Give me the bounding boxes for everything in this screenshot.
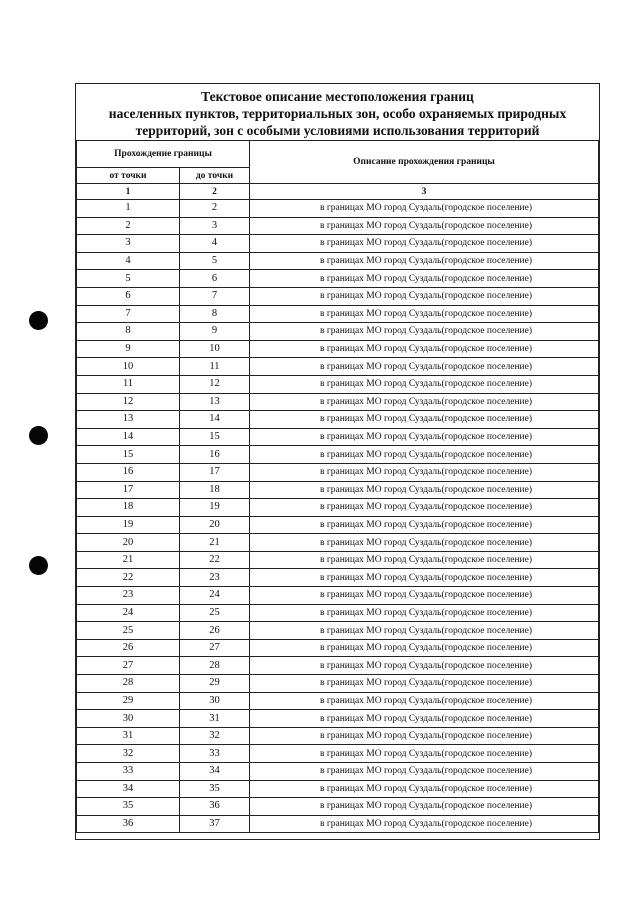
from-point-cell: 1 xyxy=(77,200,180,218)
from-point-cell: 18 xyxy=(77,499,180,517)
description-cell: в границах МО город Суздаль(городское поселение) xyxy=(250,463,599,481)
header-boundary-passage: Прохождение границы xyxy=(77,141,250,168)
table-row xyxy=(77,657,599,675)
to-point-cell: 30 xyxy=(180,692,250,710)
to-point-cell: 19 xyxy=(180,499,250,517)
description-cell: в границах МО город Суздаль(городское поселение) xyxy=(250,798,599,816)
from-point-cell: 31 xyxy=(77,727,180,745)
table-row xyxy=(77,710,599,728)
description-cell: в границах МО город Суздаль(городское поселение) xyxy=(250,516,599,534)
table-row xyxy=(77,604,599,622)
to-point-cell: 25 xyxy=(180,604,250,622)
table-row xyxy=(77,675,599,693)
from-point-cell: 9 xyxy=(77,340,180,358)
to-point-cell: 33 xyxy=(180,745,250,763)
description-cell: в границах МО город Суздаль(городское поселение) xyxy=(250,622,599,640)
description-cell: в границах МО город Суздаль(городское поселение) xyxy=(250,481,599,499)
table-row xyxy=(77,763,599,781)
description-cell: в границах МО город Суздаль(городское поселение) xyxy=(250,815,599,833)
description-cell: в границах МО город Суздаль(городское поселение) xyxy=(250,235,599,253)
to-point-cell: 37 xyxy=(180,815,250,833)
to-point-cell: 12 xyxy=(180,375,250,393)
table-row xyxy=(77,499,599,517)
punch-hole-2 xyxy=(29,426,48,445)
description-cell: в границах МО город Суздаль(городское поселение) xyxy=(250,763,599,781)
from-point-cell: 2 xyxy=(77,217,180,235)
description-cell: в границах МО город Суздаль(городское поселение) xyxy=(250,657,599,675)
to-point-cell: 4 xyxy=(180,235,250,253)
punch-hole-3 xyxy=(29,556,48,575)
title-line-2: населенных пунктов, территориальных зон, особо охраняемых природных xyxy=(108,106,567,121)
from-point-cell: 30 xyxy=(77,710,180,728)
table-row xyxy=(77,340,599,358)
table-row xyxy=(77,358,599,376)
from-point-cell: 22 xyxy=(77,569,180,587)
table-body xyxy=(77,200,599,833)
from-point-cell: 21 xyxy=(77,551,180,569)
title-line-1: Текстовое описание местоположения границ xyxy=(201,89,474,104)
from-point-cell: 4 xyxy=(77,252,180,270)
description-cell: в границах МО город Суздаль(городское поселение) xyxy=(250,340,599,358)
to-point-cell: 36 xyxy=(180,798,250,816)
document-title xyxy=(76,84,599,140)
to-point-cell: 13 xyxy=(180,393,250,411)
to-point-cell: 26 xyxy=(180,622,250,640)
description-cell: в границах МО город Суздаль(городское поселение) xyxy=(250,710,599,728)
from-point-cell: 12 xyxy=(77,393,180,411)
to-point-cell: 9 xyxy=(180,323,250,341)
table-row xyxy=(77,217,599,235)
from-point-cell: 15 xyxy=(77,446,180,464)
to-point-cell: 8 xyxy=(180,305,250,323)
from-point-cell: 33 xyxy=(77,763,180,781)
from-point-cell: 6 xyxy=(77,287,180,305)
from-point-cell: 24 xyxy=(77,604,180,622)
table-row xyxy=(77,798,599,816)
to-point-cell: 2 xyxy=(180,200,250,218)
description-cell: в границах МО город Суздаль(городское поселение) xyxy=(250,323,599,341)
to-point-cell: 29 xyxy=(180,675,250,693)
from-point-cell: 13 xyxy=(77,411,180,429)
description-cell: в границах МО город Суздаль(городское поселение) xyxy=(250,727,599,745)
to-point-cell: 5 xyxy=(180,252,250,270)
table-row xyxy=(77,287,599,305)
table-row xyxy=(77,587,599,605)
to-point-cell: 32 xyxy=(180,727,250,745)
from-point-cell: 32 xyxy=(77,745,180,763)
description-cell: в границах МО город Суздаль(городское поселение) xyxy=(250,411,599,429)
to-point-cell: 14 xyxy=(180,411,250,429)
table-row xyxy=(77,393,599,411)
table-row xyxy=(77,411,599,429)
from-point-cell: 26 xyxy=(77,639,180,657)
column-number-2: 2 xyxy=(180,184,250,200)
description-cell: в границах МО город Суздаль(городское поселение) xyxy=(250,358,599,376)
description-cell: в границах МО город Суздаль(городское поселение) xyxy=(250,446,599,464)
title-line-3: территорий, зон с особыми условиями использования территорий xyxy=(135,123,540,138)
from-point-cell: 25 xyxy=(77,622,180,640)
from-point-cell: 19 xyxy=(77,516,180,534)
description-cell: в границах МО город Суздаль(городское поселение) xyxy=(250,270,599,288)
description-cell: в границах МО город Суздаль(городское поселение) xyxy=(250,551,599,569)
description-cell: в границах МО город Суздаль(городское поселение) xyxy=(250,305,599,323)
table-row xyxy=(77,428,599,446)
description-cell: в границах МО город Суздаль(городское поселение) xyxy=(250,287,599,305)
to-point-cell: 17 xyxy=(180,463,250,481)
to-point-cell: 28 xyxy=(180,657,250,675)
from-point-cell: 36 xyxy=(77,815,180,833)
to-point-cell: 31 xyxy=(180,710,250,728)
description-cell: в границах МО город Суздаль(городское поселение) xyxy=(250,569,599,587)
description-cell: в границах МО город Суздаль(городское поселение) xyxy=(250,604,599,622)
document-frame xyxy=(75,83,600,840)
from-point-cell: 27 xyxy=(77,657,180,675)
to-point-cell: 35 xyxy=(180,780,250,798)
to-point-cell: 6 xyxy=(180,270,250,288)
table-row xyxy=(77,481,599,499)
table-row xyxy=(77,252,599,270)
description-cell: в границах МО город Суздаль(городское поселение) xyxy=(250,639,599,657)
from-point-cell: 23 xyxy=(77,587,180,605)
table-row xyxy=(77,745,599,763)
from-point-cell: 20 xyxy=(77,534,180,552)
table-row xyxy=(77,200,599,218)
to-point-cell: 22 xyxy=(180,551,250,569)
to-point-cell: 18 xyxy=(180,481,250,499)
to-point-cell: 23 xyxy=(180,569,250,587)
description-cell: в границах МО город Суздаль(городское поселение) xyxy=(250,200,599,218)
table-row xyxy=(77,463,599,481)
column-number-3: 3 xyxy=(250,184,599,200)
from-point-cell: 11 xyxy=(77,375,180,393)
header-to-point: до точки xyxy=(180,168,250,184)
to-point-cell: 34 xyxy=(180,763,250,781)
header-boundary-description: Описание прохождения границы xyxy=(250,141,599,184)
table-row xyxy=(77,569,599,587)
from-point-cell: 3 xyxy=(77,235,180,253)
from-point-cell: 29 xyxy=(77,692,180,710)
table-row xyxy=(77,692,599,710)
from-point-cell: 35 xyxy=(77,798,180,816)
from-point-cell: 17 xyxy=(77,481,180,499)
description-cell: в границах МО город Суздаль(городское поселение) xyxy=(250,780,599,798)
from-point-cell: 8 xyxy=(77,323,180,341)
punch-hole-1 xyxy=(29,311,48,330)
to-point-cell: 11 xyxy=(180,358,250,376)
description-cell: в границах МО город Суздаль(городское поселение) xyxy=(250,252,599,270)
to-point-cell: 3 xyxy=(180,217,250,235)
table-row xyxy=(77,235,599,253)
table-row xyxy=(77,551,599,569)
description-cell: в границах МО город Суздаль(городское поселение) xyxy=(250,393,599,411)
description-cell: в границах МО город Суздаль(городское поселение) xyxy=(250,428,599,446)
boundary-table xyxy=(76,140,599,833)
description-cell: в границах МО город Суздаль(городское поселение) xyxy=(250,375,599,393)
from-point-cell: 7 xyxy=(77,305,180,323)
description-cell: в границах МО город Суздаль(городское поселение) xyxy=(250,587,599,605)
table-row xyxy=(77,516,599,534)
table-row xyxy=(77,534,599,552)
table-row xyxy=(77,323,599,341)
column-number-1: 1 xyxy=(77,184,180,200)
to-point-cell: 7 xyxy=(180,287,250,305)
to-point-cell: 20 xyxy=(180,516,250,534)
description-cell: в границах МО город Суздаль(городское поселение) xyxy=(250,499,599,517)
table-row xyxy=(77,622,599,640)
table-row xyxy=(77,375,599,393)
description-cell: в границах МО город Суздаль(городское поселение) xyxy=(250,745,599,763)
table-row xyxy=(77,446,599,464)
from-point-cell: 16 xyxy=(77,463,180,481)
table-row xyxy=(77,639,599,657)
from-point-cell: 14 xyxy=(77,428,180,446)
from-point-cell: 34 xyxy=(77,780,180,798)
header-from-point: от точки xyxy=(77,168,180,184)
table-row xyxy=(77,305,599,323)
table-row xyxy=(77,270,599,288)
description-cell: в границах МО город Суздаль(городское поселение) xyxy=(250,692,599,710)
to-point-cell: 15 xyxy=(180,428,250,446)
table-row xyxy=(77,780,599,798)
to-point-cell: 21 xyxy=(180,534,250,552)
to-point-cell: 10 xyxy=(180,340,250,358)
to-point-cell: 16 xyxy=(180,446,250,464)
from-point-cell: 10 xyxy=(77,358,180,376)
to-point-cell: 24 xyxy=(180,587,250,605)
from-point-cell: 5 xyxy=(77,270,180,288)
description-cell: в границах МО город Суздаль(городское поселение) xyxy=(250,675,599,693)
table-row xyxy=(77,727,599,745)
description-cell: в границах МО город Суздаль(городское поселение) xyxy=(250,534,599,552)
table-row xyxy=(77,815,599,833)
from-point-cell: 28 xyxy=(77,675,180,693)
description-cell: в границах МО город Суздаль(городское поселение) xyxy=(250,217,599,235)
to-point-cell: 27 xyxy=(180,639,250,657)
